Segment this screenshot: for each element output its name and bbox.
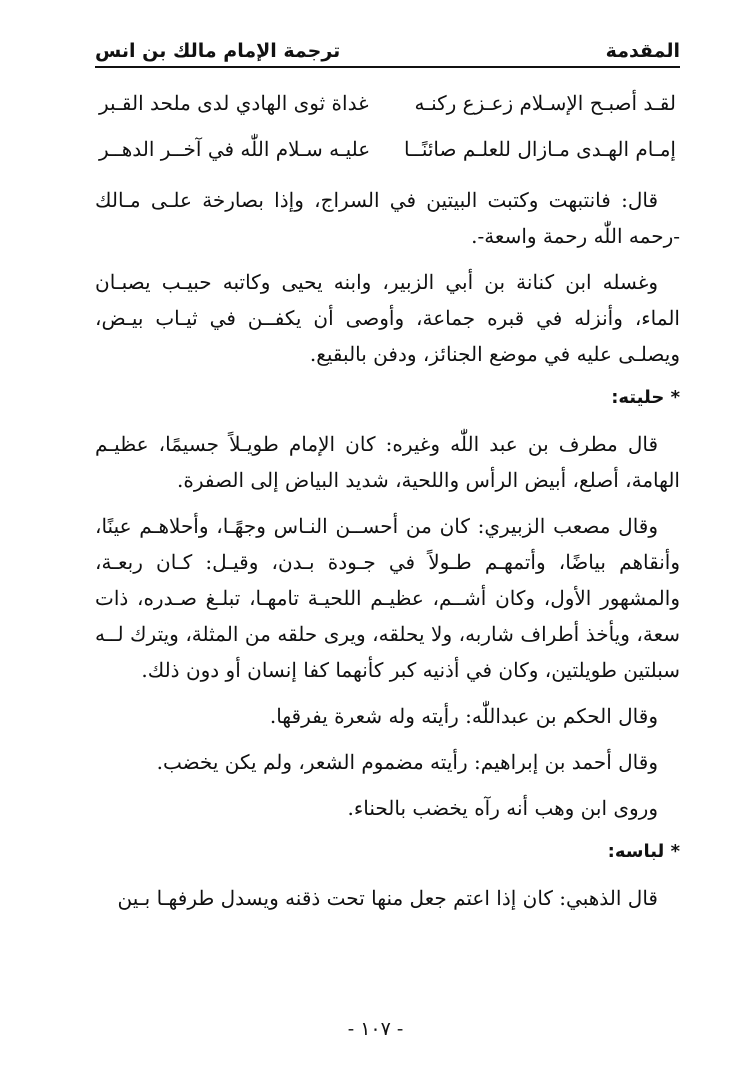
- paragraph: وقال الحكم بن عبداللّٰه: رأيته وله شعرة يفرقها.: [269, 704, 658, 728]
- section-heading-clothing: * لباسه:: [607, 841, 680, 862]
- paragraph: قال الذهبي: كان إذا اعتم جعل منها تحت ذقنه ويسدل طرفهـا بـين: [117, 886, 658, 910]
- verse-first-hemistich: إمـام الهـدى مـازال للعلـم صائنًــا: [404, 137, 676, 161]
- paragraph: وروى ابن وهب أنه رآه يخضب بالحناء.: [347, 796, 658, 820]
- paragraph: قال مطرف بن عبد اللّٰه وغيره: كان الإمام طويـلاً جسيمًا، عظيـم الهامة، أصلع، أبيض الرأس واللحية، شديد البياض إلى الصفرة.: [95, 432, 680, 492]
- paragraph: وقال مصعب الزبيري: كان من أحســن النـاس وجهًـا، وأحلاهـم عينًا، وأنقاهم بياضًا، وأتمهـم طـولاً في جـودة بـدن، وقيـل: كـان ربعـة، والمشهور الأول، وكان أشــم، عظيـم اللحيـة تامهـا، تبلـغ صـدره، ذات سعة، ويأخذ أطراف شاربه، ولا يحلقه، ويرى حلقه من المثلة، ويترك لــه سبلتين طويلتين، وكان في أذنيه كبر كأنهما كفا إنسان أو دون ذلك.: [95, 514, 680, 682]
- paragraph: وغسله ابن كنانة بن أبي الزبير، وابنه يحيى وكاتبه حبيـب يصبـان الماء، وأنزله في قبره جماعة، وأوصى أن يكفــن في ثيـاب بيـض، ويصلـى عليه في موضع الجنائز، ودفن بالبقيع.: [95, 270, 680, 366]
- paragraph: قال: فانتبهت وكتبت البيتين في السراج، وإذا بصارخة علـى مـالك -رحمه اللّٰه رحمة واسعة-.: [95, 188, 680, 248]
- poem-verse: [95, 80, 680, 126]
- verse-first-hemistich: لقـد أصبـح الإسـلام زعـزع ركنـه: [414, 91, 676, 115]
- page-number: - ١٠٧ -: [347, 1018, 404, 1040]
- page: [95, 30, 680, 926]
- paragraph: وقال أحمد بن إبراهيم: رأيته مضموم الشعر، ولم يكن يخضب.: [156, 750, 658, 774]
- header-section-title: المقدمة: [605, 40, 680, 62]
- verse-second-hemistich: عليـه سـلام اللّٰه في آخــر الدهــر: [99, 137, 371, 161]
- verse-second-hemistich: غداة ثوى الهادي لدى ملحد القـبر: [99, 91, 369, 115]
- poem-verse: [95, 126, 680, 172]
- running-header: [95, 30, 680, 68]
- header-book-title: ترجمة الإمام مالك بن انس: [95, 40, 341, 62]
- page-body: [95, 80, 680, 916]
- section-heading-appearance: * حليته:: [611, 387, 680, 408]
